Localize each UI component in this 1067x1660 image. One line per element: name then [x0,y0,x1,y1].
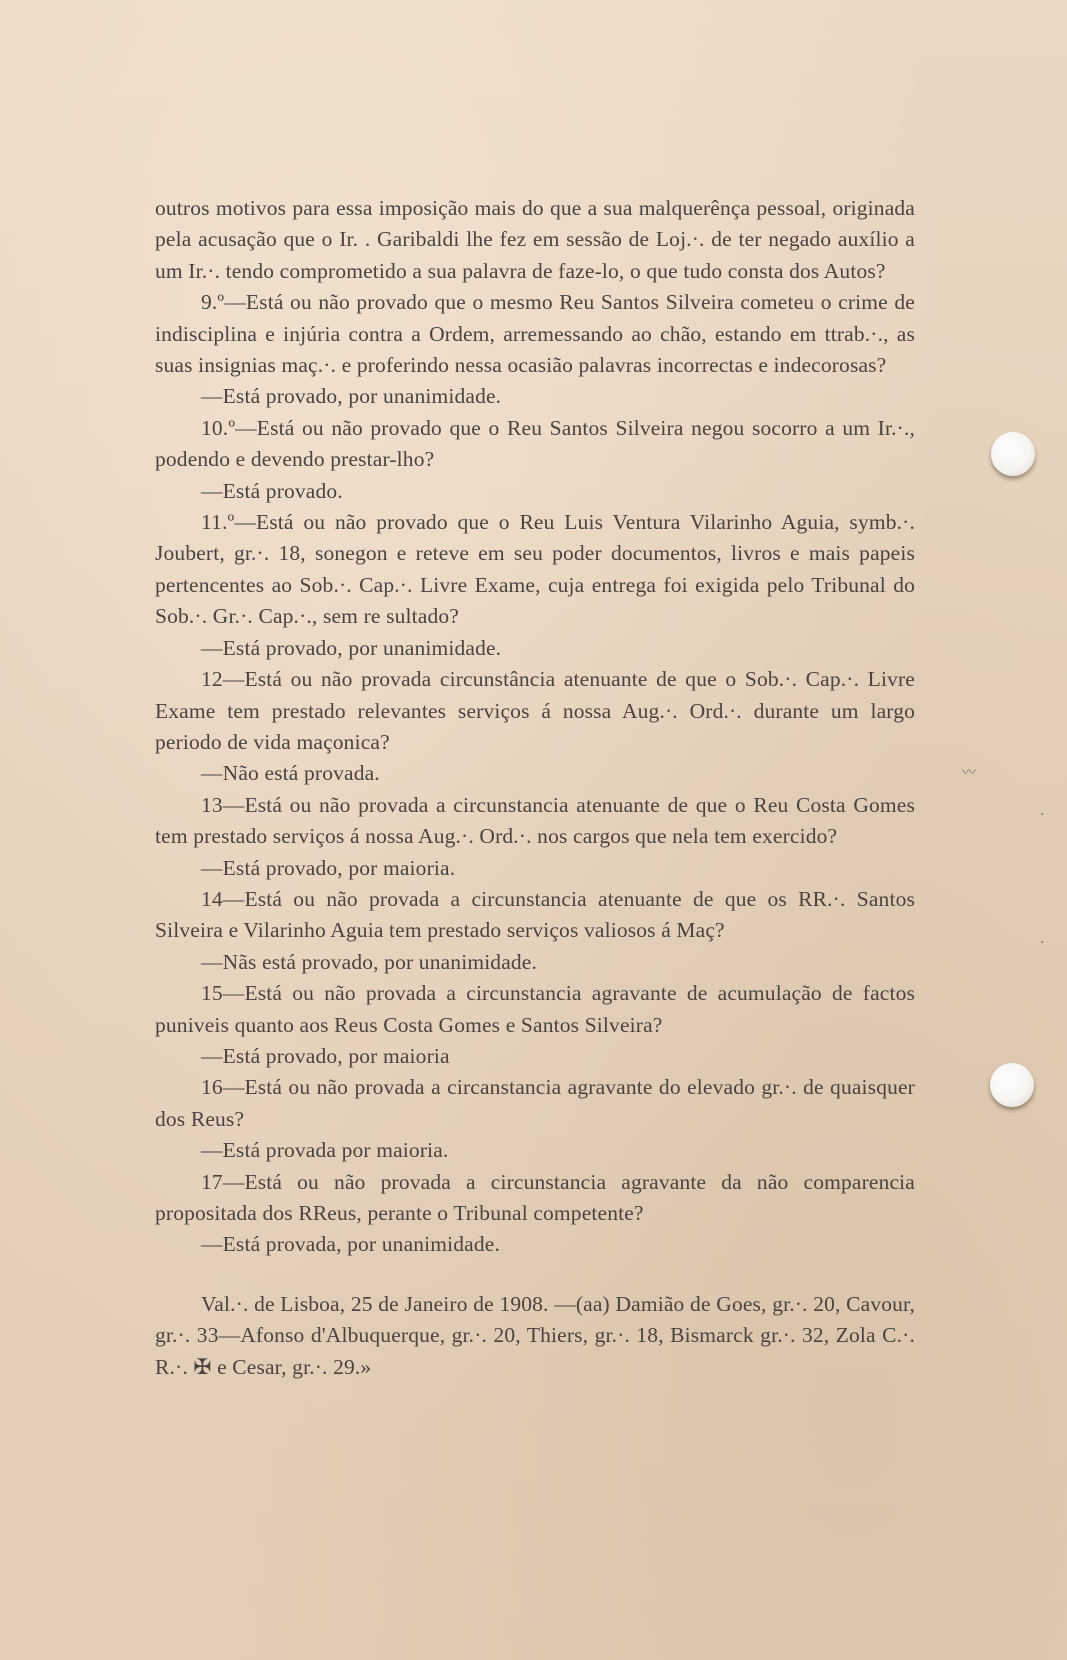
question-12: 12—Está ou não provada circunstância atenuante de que o Sob.·. Cap.·. Livre Exame tem prestado relevantes serviços á nossa Aug.·. Ord.·. durante um largo periodo de vida maçonica? [155,667,915,754]
paper-mark: · [1040,935,1045,951]
answer-11: —Está provado, por unanimidade. [201,635,502,660]
answer-10: —Está provado. [201,478,343,503]
answer-12: —Não está provada. [201,761,380,786]
answer-14: —Nãs está provado, por unanimidade. [201,949,538,974]
paper-mark: · [1040,807,1045,823]
question-9: 9.º—Está ou não provado que o mesmo Reu Santos Silveira cometeu o crime de indisciplina e injúria contra a Ordem, arremessando ao chão, estando em ttrab.·., as suas insignias maç.·. e proferindo nessa ocasião palavras incorrectas e indecorosas? [155,290,915,378]
paragraph-continuation: outros motivos para essa imposição mais do que a sua malquerênça pessoal, originada pela acusação que o Ir. . Garibaldi lhe fez em sessão de Loj.·. de ter negado auxílio a um Ir.·. tendo comprometido a sua palavra de faze-lo, o que tudo consta dos Autos? [155,196,915,283]
binder-hole [990,1063,1034,1107]
question-14: 14—Está ou não provada a circunstancia atenuante de que os RR.·. Santos Silveira e Vilarinho Aguia tem prestado serviços valiosos á Maç? [155,886,915,943]
paper-mark: 〰 [962,765,976,781]
answer-15: —Está provado, por maioria [201,1043,450,1068]
answer-13: —Está provado, por maioria. [201,855,456,880]
binder-hole [991,432,1035,476]
section-gap [155,1261,915,1289]
answer-17: —Está provada, por unanimidade. [201,1232,500,1257]
question-15: 15—Está ou não provada a circunstancia agravante de acumulação de factos puniveis quanto aos Reus Costa Gomes e Santos Silveira? [155,981,915,1037]
question-11: 11.º—Está ou não provado que o Reu Luis Ventura Vilarinho Aguia, symb.·. Joubert, gr.·. 18, sonegon e reteve em seu poder documentos, livros e mais papeis pertencentes ao Sob.·. Cap.·. Livre Exame, cuja entrega foi exigida pelo Tribunal do Sob.·. Gr.·. Cap.·., sem re sultado? [155,510,915,629]
question-13: 13—Está ou não provada a circunstancia atenuante de que o Reu Costa Gomes tem prestado serviços á nossa Aug.·. Ord.·. nos cargos que nela tem exercido? [155,792,915,849]
document-body [155,193,915,1383]
answer-9: —Está provado, por unanimidade. [201,384,502,409]
question-10: 10.º—Está ou não provado que o Reu Santos Silveira negou socorro a um Ir.·., podendo e devendo prestar-lho? [155,415,915,472]
signature-paragraph: Val.·. de Lisboa, 25 de Janeiro de 1908. —(aa) Damião de Goes, gr.·. 20, Cavour, gr.·. 33—Afonso d'Albuquerque, gr.·. 20, Thiers, gr.·. 18, Bismarck gr.·. 32, Zola C.·. R.·. ✠ e Cesar, gr.·. 29.» [155,1291,915,1379]
answer-16: —Está provada por maioria. [201,1138,449,1163]
question-16: 16—Está ou não provada a circanstancia agravante do elevado gr.·. de quaisquer dos Reus? [155,1075,915,1131]
question-17: 17—Está ou não provada a circunstancia agravante da não comparencia propositada dos RReus, perante o Tribunal competente? [155,1169,915,1225]
